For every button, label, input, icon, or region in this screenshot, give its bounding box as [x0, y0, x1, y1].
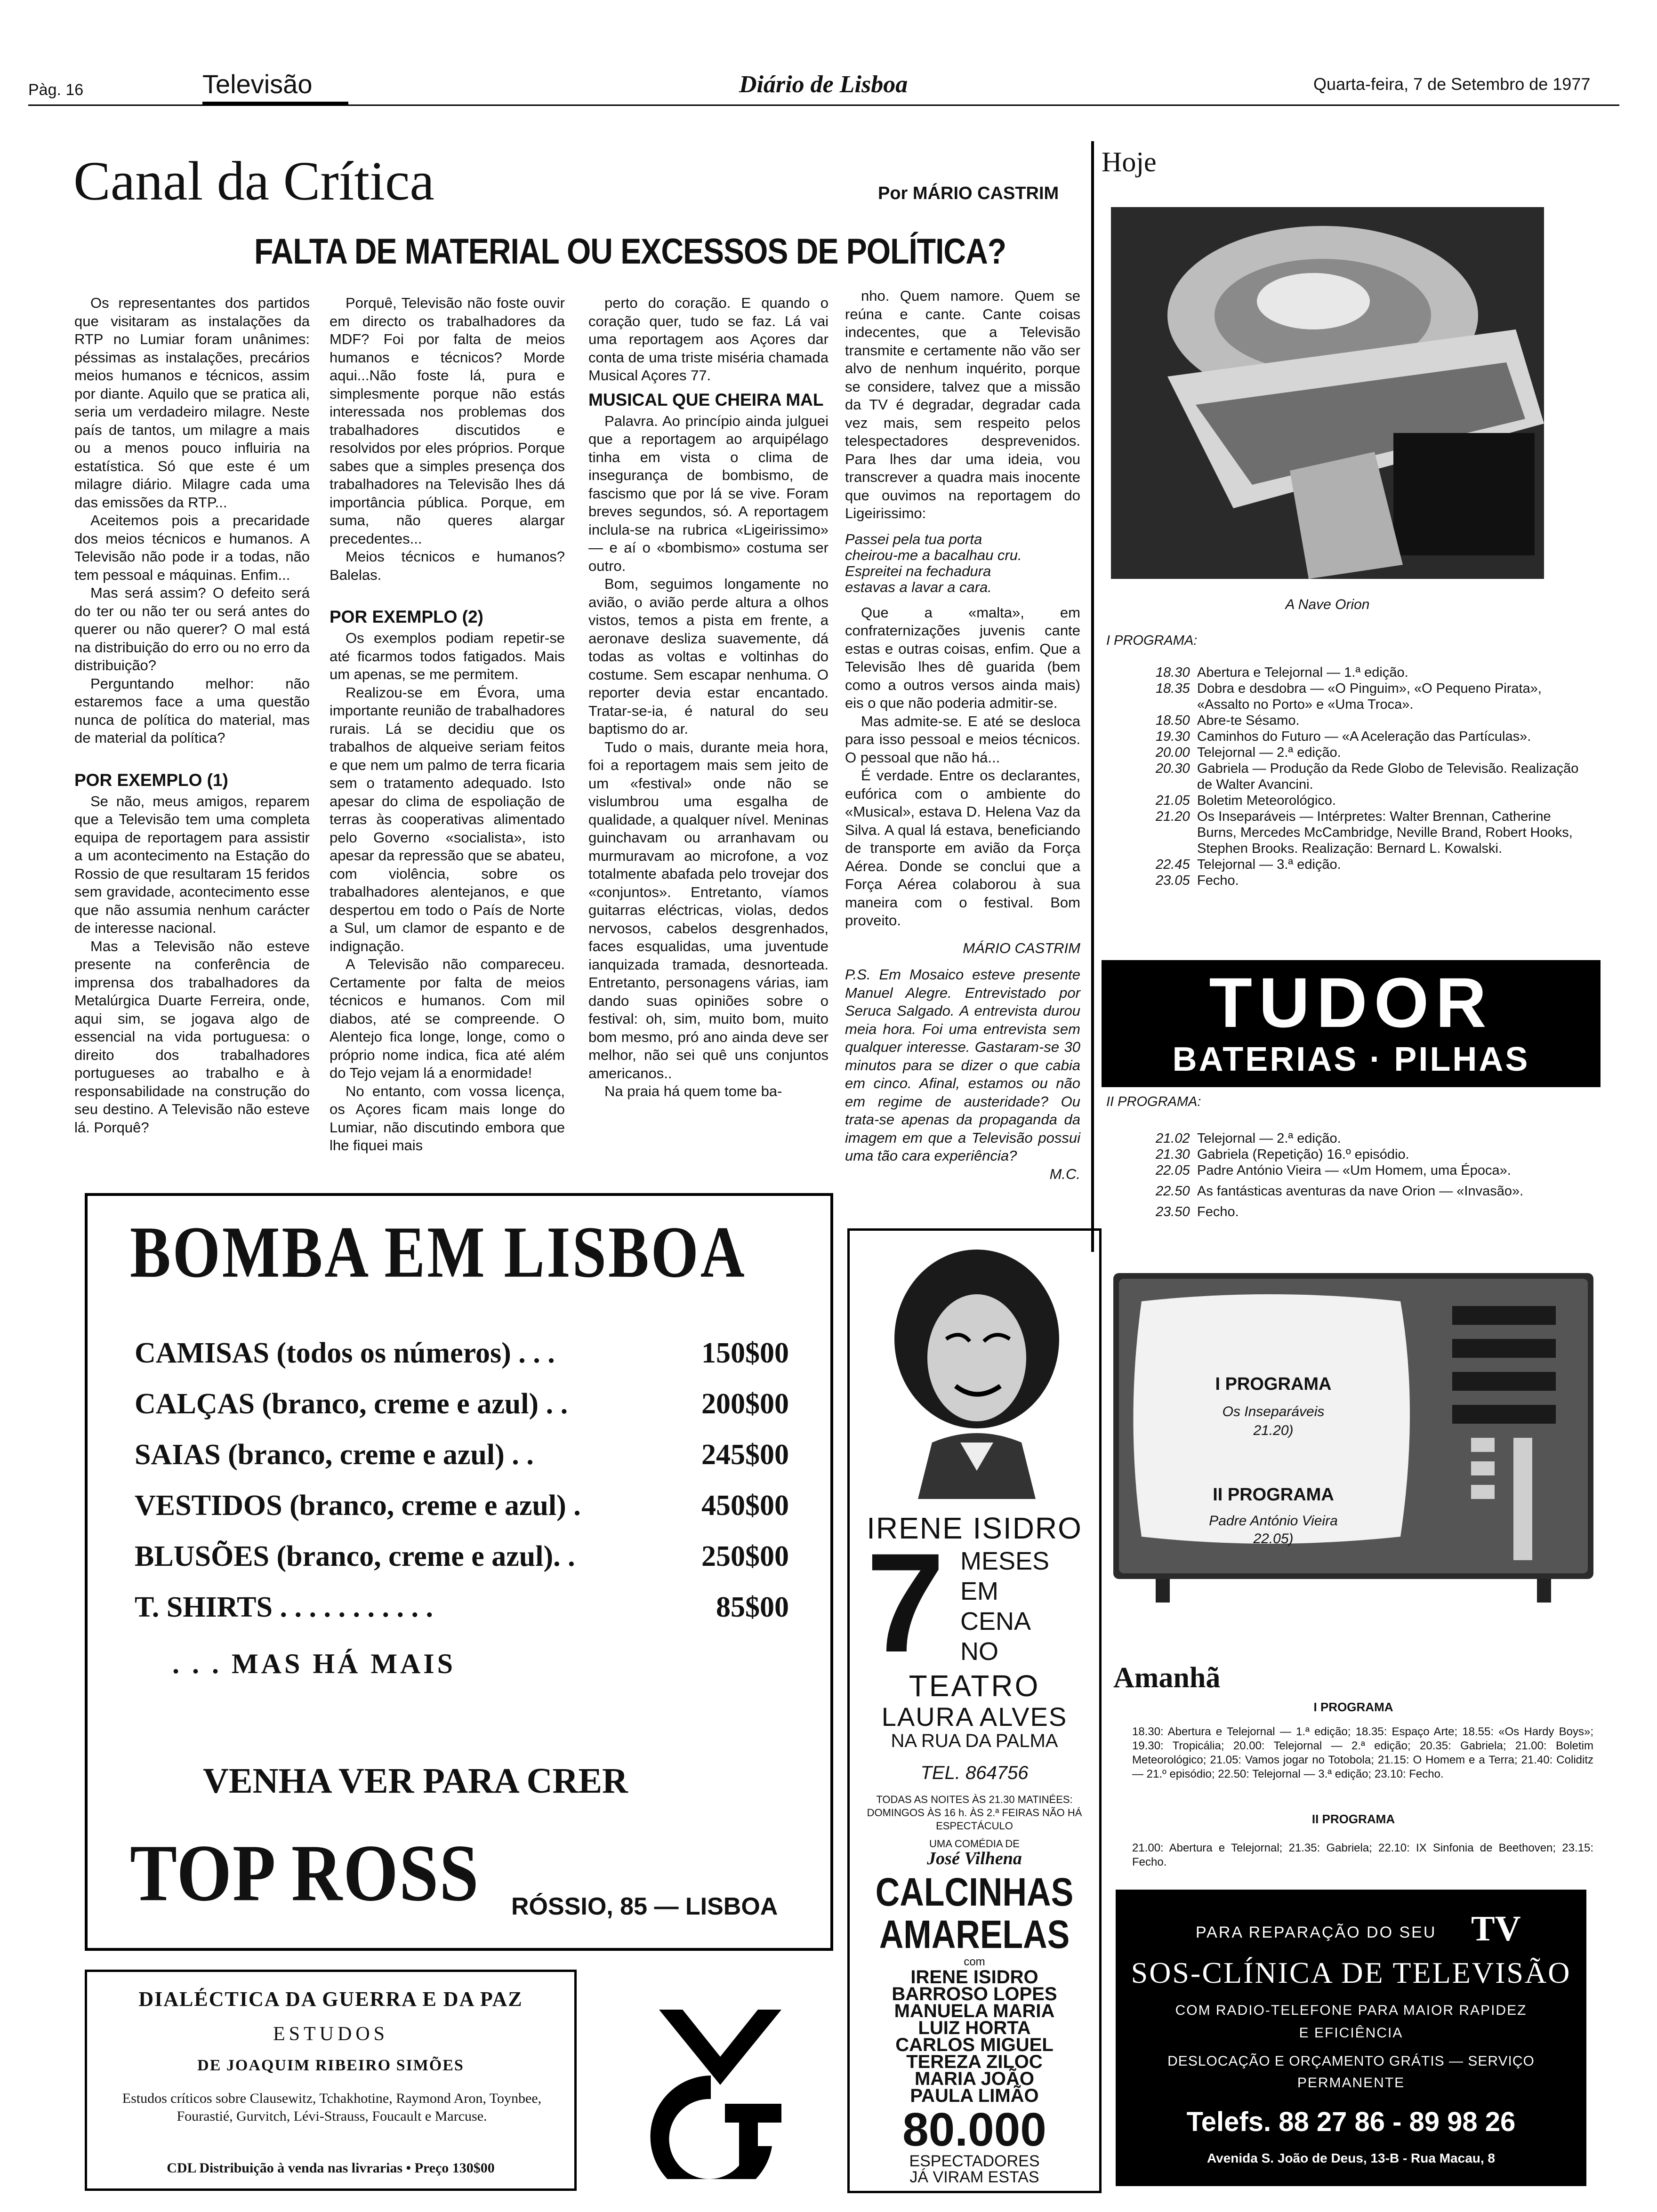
paragraph: A Televisão não compareceu. Certamente por falta de meios técnicos e humanos. Com mil diabos, até se compreende. O Alentejo fica longe, longe, como o próprio nome indica, fica até além do Tejo vejam lá a enormidade!	[330, 956, 565, 1081]
paragraph: Mas a Televisão não esteve presente na conferência de imprensa dos trabalhadores da Metalúrgica Duarte Ferreira, onde, aqui sim, se jogava algo de essencial na vida portuguesa: o direito dos trabalhadores portugueses ao trabalho e à responsabilidade na construção do seu destino. A Televisão não esteve lá. Porquê?	[74, 938, 310, 1136]
schedule-row	[1156, 681, 1589, 713]
paragraph: nho. Quem namore. Quem se reúna e cante. Cante coisas indecentes, que a Televisão transmite e certamente não vão ser alvo de nenhum inquérito, porque se considere, talvez que a missão da TV é degradar, degradar cada vez mais, sem respeito pelos telespectadores desprevenidos. Para lhes dar uma ideia, vou transcrever a quadra mais inocente que ouvimos na reportagem do Ligeirissimo:	[845, 288, 1080, 521]
time: 22.05	[1156, 1163, 1190, 1178]
header-rule	[28, 104, 1619, 106]
sos-tv: TV	[1471, 1909, 1521, 1948]
time: 21.02	[1156, 1131, 1190, 1146]
time: 23.05	[1156, 873, 1190, 888]
ad-address: RÓSSIO, 85 — LISBOA	[511, 1893, 778, 1920]
book-ad	[85, 1970, 577, 2191]
tudor-ad	[1102, 960, 1601, 1087]
program-1-label: I PROGRAMA:	[1106, 633, 1198, 648]
section-title: Televisão	[202, 69, 313, 99]
programme: Gabriela (Repetição) 16.º episódio.	[1197, 1147, 1409, 1162]
item-price: 150$00	[701, 1337, 789, 1369]
tv-program-2-show: Padre António Vieira	[1209, 1513, 1338, 1529]
price-row	[135, 1480, 789, 1531]
book-footer: CDL Distribuição à venda nas livrarias • Preço 130$00	[167, 2160, 495, 2176]
paragraph: É verdade. Entre os declarantes, eufórica com o ambiente do «Musical», estava D. Helena Vaz da Silva. A qual lá estava, beneficiando de transporte em avião da Força Aérea. Donde se conclui que a Força Aérea colaborou à sua maneira com o festival. Bom proveito.	[845, 767, 1080, 929]
text-line: CALCINHAS	[875, 1870, 1074, 1914]
show-title	[869, 1871, 1081, 1956]
tomorrow-program-2-label: II PROGRAMA	[1311, 1812, 1395, 1826]
programme: Fecho.	[1197, 873, 1239, 888]
tv-program-2: II PROGRAMA	[1213, 1485, 1334, 1505]
item-label: CAMISAS (todos os números) . . .	[135, 1337, 555, 1369]
item-price: 450$00	[701, 1490, 789, 1522]
text-line: NO	[960, 1637, 998, 1666]
book-title: DIALÉCTICA DA GUERRA E DA PAZ	[138, 1988, 523, 2011]
item-price: 85$00	[716, 1591, 789, 1623]
cast-member: TEREZA ZILOC	[906, 2052, 1043, 2072]
verse-line: estavas a lavar a cara.	[845, 578, 992, 595]
programme: Dobra e desdobra — «O Pinguim», «O Pequeno Pirata», «Assalto no Porto» e «Uma Troca».	[1197, 681, 1542, 712]
tomorrow-program-1: 18.30: Abertura e Telejornal — 1.ª edição; 18.35: Espaço Arte; 18.55: «Os Hardy Boys»; 19.30: Tropicália; 20.00: Telejornal — 2.ª edição; 20.35: Gabriela; 21.00: Boletim Meteorológico; 21.05: Vamos jogar no Totobola; 21.15: O Homem e a Terra; 21.40: Coliditz — 21.º episódio; 22.50: Telejornal — 3.ª edição; 23.10: Fecho.	[1132, 1725, 1593, 1780]
column-title: Canal da Crítica	[73, 150, 434, 212]
column-divider	[1091, 141, 1094, 1252]
text-line: MESES	[960, 1547, 1050, 1575]
paragraph: Mas será assim? O defeito será do ter ou não ter ou será antes do querer ou não querer? O mal está na distribuição do erro ou no erro da distribuição?	[74, 585, 310, 673]
item-price: 245$00	[701, 1439, 789, 1471]
schedule-row	[1156, 873, 1589, 889]
time: 21.20	[1156, 809, 1190, 824]
ad-title: BOMBA EM LISBOA	[130, 1211, 747, 1293]
sos-brand: SOS-CLÍNICA DE TELEVISÃO	[1131, 1956, 1571, 1989]
programme: Telejornal — 3.ª edição.	[1197, 857, 1341, 872]
time: 21.05	[1156, 793, 1190, 808]
time: 22.45	[1156, 857, 1190, 872]
cast-member: PAULA LIMÃO	[910, 2085, 1039, 2106]
programme: Boletim Meteorológico.	[1197, 793, 1336, 808]
program-2-schedule	[1156, 1130, 1570, 1220]
time: 18.35	[1156, 681, 1190, 696]
tv-set	[1113, 1273, 1593, 1603]
spectator-text	[850, 2153, 1099, 2185]
schedule-row	[1156, 809, 1589, 857]
text-line: EM	[960, 1577, 998, 1605]
time: 19.30	[1156, 729, 1190, 744]
verse-line: Espreitei na fechadura	[845, 562, 991, 579]
item-label: BLUSÕES (branco, creme e azul). .	[135, 1540, 575, 1572]
text-line: AMARELAS	[879, 1912, 1070, 1956]
programme: Fecho.	[1197, 1204, 1239, 1219]
book-subtitle: ESTUDOS	[273, 2023, 389, 2045]
programme: Caminhos do Futuro — «A Aceleração das Partículas».	[1197, 729, 1531, 744]
programme: Telejornal — 2.ª edição.	[1197, 745, 1341, 760]
sos-line-3: E EFICIÊNCIA	[1299, 2025, 1403, 2041]
schedule-row	[1156, 1130, 1570, 1146]
tv-program-1-time: 21.20)	[1253, 1423, 1294, 1438]
program-2-label: II PROGRAMA:	[1106, 1094, 1201, 1109]
signature: MÁRIO CASTRIM	[963, 939, 1080, 956]
paragraph: Tudo o mais, durante meia hora, foi a reportagem mais sem jeito de um «festival» onde não se vislumbrou uma esgalha de qualidade, a qualquer nível. Meninas guinchavam ou arranhavam ou murmuravam ao microfone, a voz totalmente abafada pelo trovejar dos «conjuntos». Entretanto, víamos guitarras eléctricas, violas, dedos nervosos, cabelos desgrenhados, faces esqualidas, uma juventude ianquizada tramada, desnorteada. Entretanto, personagens várias, iam dando suas opiniões sobre o festival: oh, sim, muito bom, muito bom mesmo, pró ano ainda deve ser melhor, não sei quê uns conjuntos americanos..	[588, 738, 828, 1082]
book-description: Estudos críticos sobre Clausewitz, Tchakhotine, Raymond Aron, Toynbee, Fourastié, Gurvitch, Lévi-Strauss, Foucault e Marcuse.	[122, 2091, 542, 2124]
schedule-row	[1156, 1162, 1570, 1178]
comedy-label: UMA COMÉDIA DE	[929, 1838, 1020, 1850]
programme: Padre António Vieira — «Um Homem, uma Época».	[1197, 1163, 1511, 1178]
ad-slogan: VENHA VER PARA CRER	[203, 1761, 628, 1801]
paragraph: Os representantes dos partidos que visitaram as instalações da RTP no Lumiar foram unânimes: péssimas as instalações, precários meios humanos e técnicos, assim por diante. Aquilo que se pratica ali, seria um verdadeiro milagre. Neste país de tantos, um milagre a mais ou a menos pouco influiria na estatística. Só que este é um milagre diário. Milagre cada uma das emissões da RTP...	[74, 295, 310, 511]
paragraph: Que a «malta», em confraternizações juvenis cante estas e outras coisas, enfim. Que a Televisão lhes dê guarida (bem como a outros versos ainda mais) eis o que não poderia admitir-se.	[845, 604, 1080, 711]
schedule-row	[1156, 665, 1589, 681]
sos-line-2: COM RADIO-TELEFONE PARA MAIOR RAPIDEZ	[1175, 2003, 1527, 2018]
cast-member: BARROSO LOPES	[892, 1984, 1057, 2004]
subheading: POR EXEMPLO (1)	[74, 770, 228, 790]
show-times: TODAS AS NOITES ÀS 21.30 MATINÉES: DOMINGOS ÀS 16 h. ÀS 2.ª FEIRAS NÃO HÁ ESPECTÁCULO	[867, 1794, 1082, 1832]
text-line: ESPECTADORES	[909, 2152, 1040, 2170]
text-line: JÁ VIRAM ESTAS	[909, 2168, 1039, 2186]
cast-member: MANUELA MARIA	[894, 2001, 1055, 2021]
programme: Abertura e Telejornal — 1.ª edição.	[1197, 665, 1408, 680]
comedy-author: José Vilhena	[927, 1849, 1022, 1868]
verse-line: cheirou-me a bacalhau cru.	[845, 546, 1022, 563]
months-number: 7	[866, 1523, 945, 1682]
price-row	[135, 1429, 789, 1480]
sos-line-5: PERMANENTE	[1297, 2075, 1405, 2091]
tudor-brand: TUDOR	[1209, 963, 1493, 1042]
tomorrow-program-2: 21.00: Abertura e Telejornal; 21.35: Gabriela; 22.10: IX Sinfonia de Beethoven; 23.15: Fecho.	[1132, 1842, 1593, 1868]
paragraph: Perguntando melhor: não estaremos face a uma questão nunca de política do material, mas de material da política?	[74, 675, 310, 746]
schedule-row	[1156, 1183, 1570, 1199]
schedule-row	[1156, 793, 1589, 809]
paragraph: Aceitemos pois a precaridade dos meios técnicos e humanos. A Televisão não pode ir a todas, não tem pessoal e máquinas. Enfim...	[74, 512, 310, 583]
item-label: CALÇAS (branco, creme e azul) . .	[135, 1388, 568, 1420]
paragraph: Na praia há quem tome ba-	[604, 1083, 782, 1099]
issue-date: Quarta-feira, 7 de Setembro de 1977	[1313, 74, 1591, 94]
venue-phone: TEL. 864756	[920, 1763, 1029, 1783]
subheading: MUSICAL QUE CHEIRA MAL	[588, 390, 824, 409]
programme: As fantásticas aventuras da nave Orion — «Invasão».	[1197, 1184, 1524, 1199]
article-column-1	[74, 294, 310, 1137]
tv-program-2-time: 22.05)	[1253, 1531, 1294, 1547]
actress-photo	[890, 1245, 1064, 1499]
time: 23.50	[1156, 1204, 1190, 1219]
cast-member: MARIA JOÃO	[914, 2068, 1035, 2089]
item-label: SAIAS (branco, creme e azul) . .	[135, 1439, 534, 1471]
today-photo	[1111, 207, 1544, 579]
program-1-schedule	[1156, 665, 1589, 889]
page-number: Pàg. 16	[28, 81, 84, 99]
paragraph: Se não, meus amigos, reparem que a Televisão tem uma completa equipa de reportagem para assistir a um acontecimento na Estação do Rossio de que resultaram 15 feridos sem gravidade, acontecimento esse que não assumia nenhum carácter de interesse nacional.	[74, 793, 310, 936]
months-text	[960, 1546, 1049, 1667]
sos-line-4: DESLOCAÇÃO E ORÇAMENTO GRÁTIS — SERVIÇO	[1167, 2053, 1535, 2069]
tomorrow-program-1-label: I PROGRAMA	[1313, 1700, 1393, 1714]
venue-name: LAURA ALVES	[881, 1702, 1068, 1731]
bomba-em-lisboa-ad	[85, 1193, 833, 1951]
paragraph: Palavra. Ao princípio ainda julguei que a reportagem ao arquipélago tinha em vista o clima de insegurança de bombismo, de fascismo que por lá se vive. Foram breves segundos, só. A reportagem inclula-se na rubrica «Ligeirissimo» — e aí o «bombismo» costuma ser outro.	[588, 412, 828, 574]
programme: Abre-te Sésamo.	[1197, 713, 1300, 728]
schedule-row	[1156, 761, 1589, 793]
cast-member: LUIZ HORTA	[918, 2018, 1031, 2038]
programme: Gabriela — Produção da Rede Globo de Televisão. Realização de Walter Avancini.	[1197, 761, 1579, 792]
paragraph: Porquê, Televisão não foste ouvir em directo os trabalhadores da MDF? Foi por falta de meios humanos e técnicos? Morde aqui...Não foste lá, pura e simplesmente porque não estás interessada nos problemas dos trabalhadores discutidos e resolvidos por eles próprios. Porque sabes que a simples presença dos trabalhadores na Televisão lhes dá importância pública. Porque, em suma, não queres alargar precedentes...	[330, 295, 565, 547]
tomorrow-heading: Amanhã	[1113, 1662, 1221, 1694]
spectator-count: 80.000	[902, 2103, 1046, 2156]
tv-program-1: I PROGRAMA	[1215, 1374, 1332, 1394]
price-row	[135, 1378, 789, 1429]
sos-line-1: PARA REPARAÇÃO DO SEU	[1196, 1923, 1437, 1941]
cast-member: CARLOS MIGUEL	[895, 2035, 1054, 2055]
postscript-signature: M.C.	[1049, 1165, 1080, 1182]
paragraph: No entanto, com vossa licença, os Açores ficam mais longe do Lumiar, não discutindo embora que lhe fiquei mais	[330, 1082, 565, 1154]
subheading: POR EXEMPLO (2)	[330, 607, 483, 626]
schedule-row	[1156, 729, 1589, 745]
schedule-row	[1156, 1146, 1570, 1162]
spaceship-photo-icon	[1111, 207, 1544, 579]
price-row	[135, 1531, 789, 1582]
paragraph: Realizou-se em Évora, uma importante reunião de trabalhadores rurais. Lá se decidiu que os trabalhos de alqueive seriam feitos e que nem um palmo de terra ficaria sem o tratamento adequado. Isto apesar do clima de espoliação de terras às cooperativas alimentado pelo Governo «socialista», isto apesar da repressão que se abateu, com violência, sobre os trabalhadores alentejanos, e que despertou em todo o País de Norte a Sul, um clamor de espanto e de indignação.	[330, 684, 565, 954]
item-price: 250$00	[701, 1540, 789, 1572]
tv-program-1-show: Os Inseparáveis	[1222, 1404, 1325, 1419]
price-row	[135, 1582, 789, 1633]
article-column-3	[588, 294, 828, 1101]
tudor-subtitle: BATERIAS · PILHAS	[1172, 1041, 1530, 1078]
actress-name: IRENE ISIDRO	[867, 1511, 1082, 1545]
today-heading: Hoje	[1102, 146, 1157, 177]
schedule-row	[1156, 1204, 1570, 1220]
text-line: CENA	[960, 1607, 1031, 1635]
time: 20.30	[1156, 761, 1190, 776]
schedule-row	[1156, 713, 1589, 729]
sos-phone: Telefs. 88 27 86 - 89 98 26	[1186, 2107, 1516, 2137]
byline: Por MÁRIO CASTRIM	[878, 184, 1059, 203]
cast-list	[850, 1969, 1099, 2104]
time: 18.30	[1156, 665, 1190, 680]
item-price: 200$00	[701, 1388, 789, 1420]
sos-clinica-ad	[1116, 1890, 1586, 2186]
item-label: T. SHIRTS . . . . . . . . . . .	[135, 1591, 434, 1623]
time: 18.50	[1156, 713, 1190, 728]
paragraph: Mas admite-se. E até se desloca para isso pessoal e meios técnicos. O pessoal que não há...	[845, 713, 1080, 766]
publisher-logo-icon	[631, 1991, 810, 2179]
book-author: DE JOAQUIM RIBEIRO SIMÕES	[197, 2057, 464, 2074]
time: 21.30	[1156, 1147, 1190, 1162]
actress-portrait-icon	[890, 1245, 1064, 1499]
cast-with: com	[964, 1956, 985, 1968]
paragraph: Os exemplos podiam repetir-se até ficarmos todos fatigados. Mais um apenas, se me permitem.	[330, 630, 565, 682]
newspaper-name: Diário de Lisboa	[739, 71, 908, 98]
photo-caption: A Nave Orion	[1285, 597, 1370, 612]
verse-line: Passei pela tua porta	[845, 530, 982, 547]
teatro-word: TEATRO	[909, 1669, 1040, 1703]
time: 22.50	[1156, 1184, 1190, 1199]
schedule-row	[1156, 745, 1589, 761]
ad-more: . . . MAS HÁ MAIS	[172, 1648, 456, 1679]
cast-member: IRENE ISIDRO	[910, 1967, 1038, 1988]
schedule-row	[1156, 857, 1589, 873]
programme: Telejornal — 2.ª edição.	[1197, 1131, 1341, 1146]
price-list	[135, 1328, 789, 1633]
paragraph: perto do coração. E quando o coração quer, tudo se faz. Lá vai uma reportagem aos Açores dar conta de uma triste miséria chamada Musical Açores 77.	[588, 295, 828, 384]
programme: Os Inseparáveis — Intérpretes: Walter Brennan, Catherine Burns, Mercedes McCambridge, Neville Brand, Robert Hooks, Stephen Brooks. Realização: Bernard L. Kowalski.	[1197, 809, 1573, 856]
theatre-ad	[847, 1228, 1102, 2193]
paragraph: Bom, seguimos longamente no avião, o avião perde altura a olhos vistos, temos a pista em frente, a aeronave desliza suavemente, dá todas as voltas e voltinhas do costume. Sem escapar nenhuma. O reporter devia estar encantado. Tratar-se-ia, é natural do seu baptismo do ar.	[588, 576, 828, 737]
sos-address: Avenida S. João de Deus, 13-B - Rua Macau, 8	[1207, 2151, 1496, 2165]
venue-street: NA RUA DA PALMA	[891, 1731, 1058, 1751]
article-column-2	[330, 294, 565, 1155]
quoted-verse	[845, 531, 1080, 595]
price-row	[135, 1328, 789, 1378]
publisher-logo	[631, 1991, 810, 2179]
time: 20.00	[1156, 745, 1190, 760]
article-column-4	[845, 287, 1080, 1183]
postscript: P.S. Em Mosaico esteve presente Manuel Alegre. Entrevistado por Seruca Salgado. A entrevista durou meia hora. Foi uma entrevista sem qualquer interesse. Gastaram-se 30 minutos para se dizer o que cabia em cinco. Afinal, estamos ou não em regime de austeridade? Ou trata-se apenas da propaganda da imagem em que a Televisão possui uma tão cara experiência?	[845, 966, 1080, 1164]
ad-brand: TOP ROSS	[130, 1828, 480, 1918]
item-label: VESTIDOS (branco, creme e azul) .	[135, 1490, 581, 1522]
paragraph: Meios técnicos e humanos? Balelas.	[330, 548, 565, 583]
headline: FALTA DE MATERIAL OU EXCESSOS DE POLÍTICA?	[254, 231, 1006, 272]
